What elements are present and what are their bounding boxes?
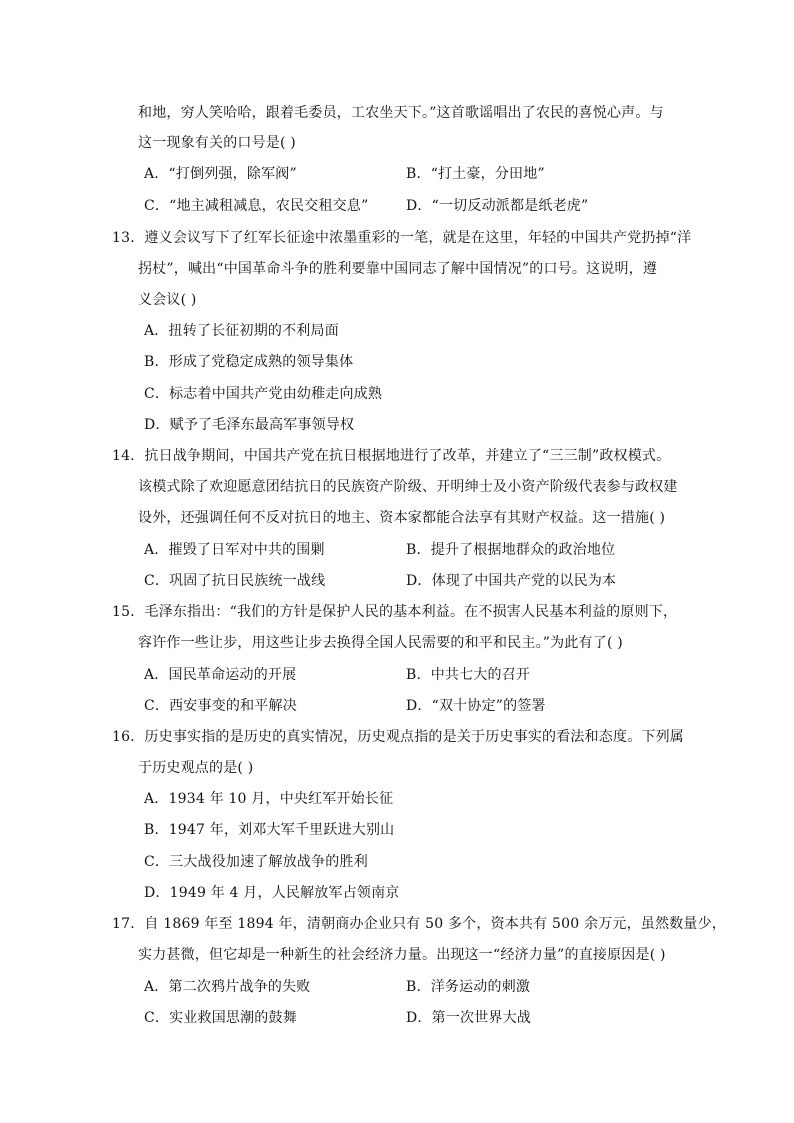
q17-stem-line2: 实力甚微，但它却是一种新生的社会经济力量。出现这一“经济力量”的直接原因是( ) [138,947,666,963]
q14-option-c: C．巩固了抗日民族统一战线 [144,573,326,589]
q12-stem-line2: 这一现象有关的口号是( ) [138,135,296,151]
q12-option-b: B．“打土豪，分田地” [406,166,545,182]
q17-option-d: D．第一次世界大战 [406,1010,532,1026]
q15-option-a: A．国民革命运动的开展 [144,667,297,683]
q13-stem-line3: 义会议( ) [138,292,197,308]
q13-option-b: B．形成了党稳定成熟的领导集体 [144,354,354,370]
q14-option-b: B．提升了根据地群众的政治地位 [406,542,616,558]
q14-option-d: D．体现了中国共产党的以民为本 [406,573,617,589]
q17-option-c: C．实业救国思潮的鼓舞 [144,1010,297,1026]
q14-stem-line1: 14．抗日战争期间，中国共产党在抗日根据地进行了改革，并建立了“三三制”政权模式。 [112,448,671,464]
q15-option-b: B．中共七大的召开 [406,667,531,683]
q15-stem-line1: 15．毛泽东指出：“我们的方针是保护人民的基本利益。在不损害人民基本利益的原则下， [112,604,678,620]
q13-stem-line2: 拐杖”，喊出“中国革命斗争的胜利要靠中国同志了解中国情况”的口号。这说明，遵 [138,261,658,277]
q17-option-a: A．第二次鸦片战争的失败 [144,979,311,995]
q16-option-d: D．1949 年 4 月，人民解放军占领南京 [144,885,400,901]
q16-option-b: B．1947 年，刘邓大军千里跃进大别山 [144,822,395,838]
q15-option-d: D．“双十协定”的签署 [406,698,546,714]
q13-stem-line1: 13．遵义会议写下了红军长征途中浓墨重彩的一笔，就是在这里，年轻的中国共产党扔掉“洋 [112,230,692,246]
q15-stem-line2: 容许作一些让步，用这些让步去换得全国人民需要的和平和民主。”为此有了( ) [138,635,623,651]
q16-option-c: C．三大战役加速了解放战争的胜利 [144,854,368,870]
q13-option-d: D．赋予了毛泽东最高军事领导权 [144,417,355,433]
q15-option-c: C．西安事变的和平解决 [144,698,297,714]
q16-option-a: A．1934 年 10 月，中央红军开始长征 [144,791,394,807]
q12-option-d: D．“一切反动派都是纸老虎” [406,198,589,214]
q13-option-c: C．标志着中国共产党由幼稚走向成熟 [144,386,383,402]
q14-option-a: A．摧毁了日军对中共的围剿 [144,542,325,558]
q12-stem-line1: 和地，穷人笑哈哈，跟着毛委员，工农坐天下。”这首歌谣唱出了农民的喜悦心声。与 [138,105,664,121]
q14-stem-line2: 该模式除了欢迎愿意团结抗日的民族资产阶级、开明绅士及小资产阶级代表参与政权建 [138,479,678,495]
q17-option-b: B．洋务运动的刺激 [406,979,531,995]
q16-stem-line2: 于历史观点的是( ) [138,760,254,776]
q12-option-a: A．“打倒列强，除军阀” [144,166,297,182]
q16-stem-line1: 16．历史事实指的是历史的真实情况，历史观点指的是关于历史事实的看法和态度。下列属 [112,729,685,745]
q12-option-c: C．“地主减租减息，农民交租交息” [144,198,369,214]
q13-option-a: A．扭转了长征初期的不利局面 [144,323,339,339]
q17-stem-line1: 17．自 1869 年至 1894 年，清朝商办企业只有 50 多个，资本共有 500 余万元，虽然数量少， [112,916,727,932]
q14-stem-line3: 设外，还强调任何不反对抗日的地主、资本家都能合法享有其财产权益。这一措施( ) [138,510,666,526]
